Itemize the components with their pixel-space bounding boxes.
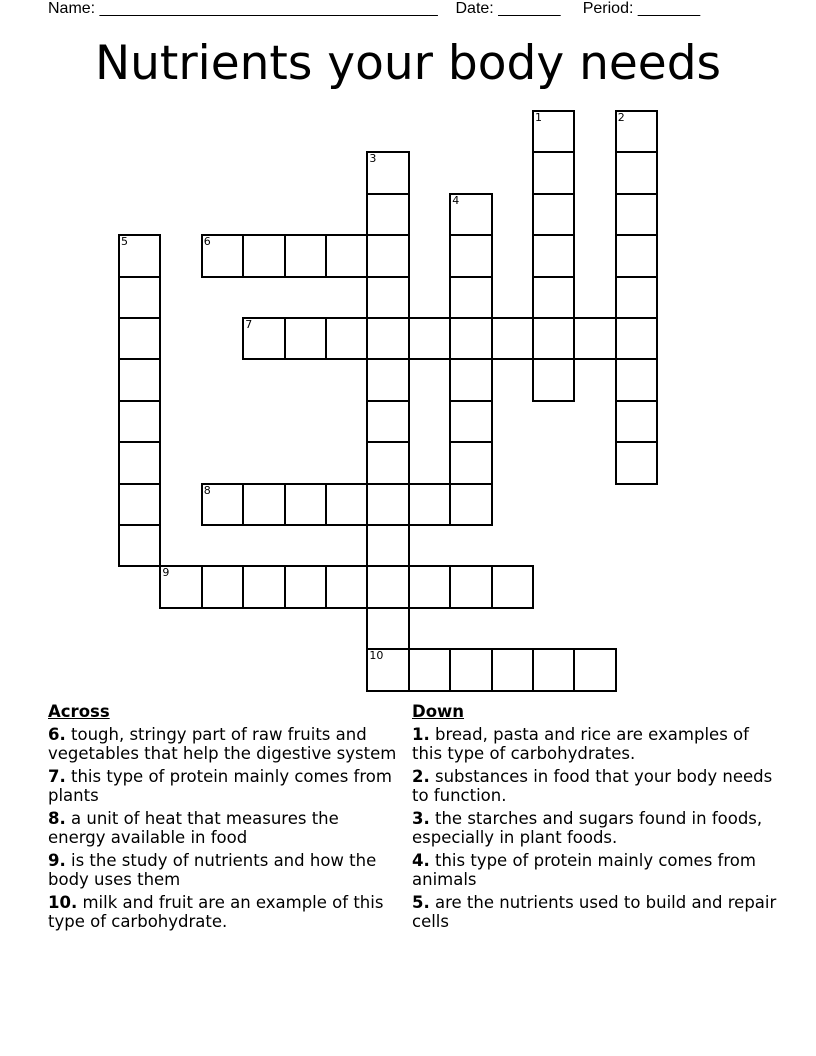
crossword-cell[interactable] <box>615 151 658 194</box>
crossword-cell[interactable] <box>284 317 327 360</box>
crossword-cell[interactable] <box>366 648 409 691</box>
crossword-cell[interactable] <box>366 193 409 236</box>
crossword-cell[interactable] <box>408 483 451 526</box>
crossword-cell[interactable] <box>242 317 285 360</box>
crossword-cell[interactable] <box>573 317 616 360</box>
clue-number: 8. <box>48 809 66 828</box>
crossword-cell[interactable] <box>242 565 285 608</box>
period-field-label[interactable]: Period: _______ <box>582 0 701 17</box>
crossword-cell[interactable] <box>615 317 658 360</box>
crossword-cell[interactable] <box>325 483 368 526</box>
clue-number: 3. <box>412 809 430 828</box>
crossword-cell[interactable] <box>449 234 492 277</box>
crossword-cell[interactable] <box>449 193 492 236</box>
clue-number-label: 3 <box>369 152 377 166</box>
crossword-cell[interactable] <box>532 317 575 360</box>
crossword-cell[interactable] <box>366 565 409 608</box>
crossword-cell[interactable] <box>118 524 161 567</box>
crossword-cell[interactable] <box>325 234 368 277</box>
crossword-cell[interactable] <box>366 276 409 319</box>
clue-number-label: 10 <box>369 649 384 663</box>
crossword-cell[interactable] <box>284 483 327 526</box>
crossword-cell[interactable] <box>201 565 244 608</box>
across-clue-9 <box>48 851 398 889</box>
crossword-cell[interactable] <box>242 483 285 526</box>
clue-number-label: 9 <box>162 566 170 580</box>
crossword-cell[interactable] <box>325 317 368 360</box>
clue-number-label: 8 <box>203 483 211 497</box>
crossword-cell[interactable] <box>573 648 616 691</box>
clue-number: 9. <box>48 851 66 870</box>
across-clues <box>48 702 398 935</box>
clue-number: 10. <box>48 893 78 912</box>
clue-text: milk and fruit are an example of this type of carbohydrate. <box>48 893 384 931</box>
clue-number: 5. <box>412 893 430 912</box>
clue-number: 7. <box>48 767 66 786</box>
crossword-cell[interactable] <box>408 648 451 691</box>
crossword-cell[interactable] <box>532 234 575 277</box>
crossword-cell[interactable] <box>615 358 658 401</box>
clue-text: bread, pasta and rice are examples of this type of carbohydrates. <box>412 725 749 763</box>
down-clue-1 <box>412 725 777 763</box>
across-clue-8 <box>48 809 398 847</box>
clue-number: 6. <box>48 725 66 744</box>
crossword-cell[interactable] <box>449 276 492 319</box>
crossword-cell[interactable] <box>491 565 534 608</box>
page-title: Nutrients your body needs <box>94 36 722 91</box>
crossword-cell[interactable] <box>449 565 492 608</box>
clue-number: 2. <box>412 767 430 786</box>
clue-number-label: 2 <box>617 111 625 124</box>
crossword-cell[interactable] <box>408 317 451 360</box>
crossword-cell[interactable] <box>615 234 658 277</box>
clue-text: this type of protein mainly comes from plants <box>48 767 392 805</box>
crossword-cell[interactable] <box>366 317 409 360</box>
crossword-cell[interactable] <box>449 358 492 401</box>
crossword-cell[interactable] <box>491 648 534 691</box>
clue-number-label: 1 <box>535 111 542 124</box>
crossword-cell[interactable] <box>284 565 327 608</box>
crossword-cell[interactable] <box>615 441 658 484</box>
crossword-cell[interactable] <box>449 483 492 526</box>
crossword-cell[interactable] <box>408 565 451 608</box>
clue-number-label: 6 <box>203 235 211 249</box>
name-field-label[interactable]: Name: ______________________________________ <box>48 0 438 17</box>
down-clue-3 <box>412 809 777 847</box>
crossword-cell[interactable] <box>491 317 534 360</box>
crossword-cell[interactable] <box>201 234 244 277</box>
crossword-cell[interactable] <box>366 151 409 194</box>
crossword-cell[interactable] <box>366 441 409 484</box>
crossword-cell[interactable] <box>449 441 492 484</box>
down-clue-4 <box>412 851 777 889</box>
across-clue-10 <box>48 893 398 931</box>
crossword-cell[interactable] <box>615 110 658 153</box>
clue-number-label: 5 <box>121 235 128 249</box>
crossword-cell[interactable] <box>532 110 575 153</box>
crossword-cell[interactable] <box>325 565 368 608</box>
across-clue-7 <box>48 767 398 805</box>
crossword-cell[interactable] <box>118 358 161 401</box>
crossword-cell[interactable] <box>615 193 658 236</box>
clue-text: tough, stringy part of raw fruits and vegetables that help the digestive system <box>48 725 397 763</box>
date-field-label[interactable]: Date: _______ <box>455 0 561 17</box>
crossword-cell[interactable] <box>366 483 409 526</box>
crossword-cell[interactable] <box>366 234 409 277</box>
clue-text: is the study of nutrients and how the body uses them <box>48 851 377 889</box>
crossword-cell[interactable] <box>159 565 202 608</box>
crossword-cell[interactable] <box>201 483 244 526</box>
crossword-cell[interactable] <box>615 400 658 443</box>
across-heading: Across <box>48 702 110 721</box>
crossword-cell[interactable] <box>615 276 658 319</box>
crossword-cell[interactable] <box>532 151 575 194</box>
crossword-cell[interactable] <box>118 234 161 277</box>
crossword-cell[interactable] <box>118 483 161 526</box>
clue-number: 4. <box>412 851 430 870</box>
clue-number-label: 7 <box>245 318 253 331</box>
crossword-cell[interactable] <box>366 400 409 443</box>
crossword-cell[interactable] <box>242 234 285 277</box>
crossword-cell[interactable] <box>118 400 161 443</box>
down-clues <box>412 702 777 935</box>
crossword-cell[interactable] <box>118 276 161 319</box>
down-clue-2 <box>412 767 777 805</box>
clue-text: substances in food that your body needs to function. <box>412 767 773 805</box>
crossword-cell[interactable] <box>366 358 409 401</box>
clue-text: are the nutrients used to build and repair cells <box>412 893 777 931</box>
crossword-cell[interactable] <box>366 607 409 650</box>
clue-number: 1. <box>412 725 430 744</box>
clue-text: the starches and sugars found in foods, especially in plant foods. <box>412 809 763 847</box>
crossword-cell[interactable] <box>532 648 575 691</box>
crossword-cell[interactable] <box>449 317 492 360</box>
crossword-cell[interactable] <box>449 400 492 443</box>
crossword-cell[interactable] <box>532 193 575 236</box>
down-heading: Down <box>412 702 465 721</box>
across-clue-6 <box>48 725 398 763</box>
clue-number-label: 4 <box>452 193 460 207</box>
crossword-cell[interactable] <box>449 648 492 691</box>
down-clue-5 <box>412 893 777 931</box>
clue-text: a unit of heat that measures the energy available in food <box>48 809 339 847</box>
crossword-cell[interactable] <box>118 317 161 360</box>
crossword-cell[interactable] <box>532 358 575 401</box>
crossword-cell[interactable] <box>284 234 327 277</box>
crossword-cell[interactable] <box>366 524 409 567</box>
crossword-cell[interactable] <box>118 441 161 484</box>
crossword-cell[interactable] <box>532 276 575 319</box>
clue-text: this type of protein mainly comes from animals <box>412 851 756 889</box>
